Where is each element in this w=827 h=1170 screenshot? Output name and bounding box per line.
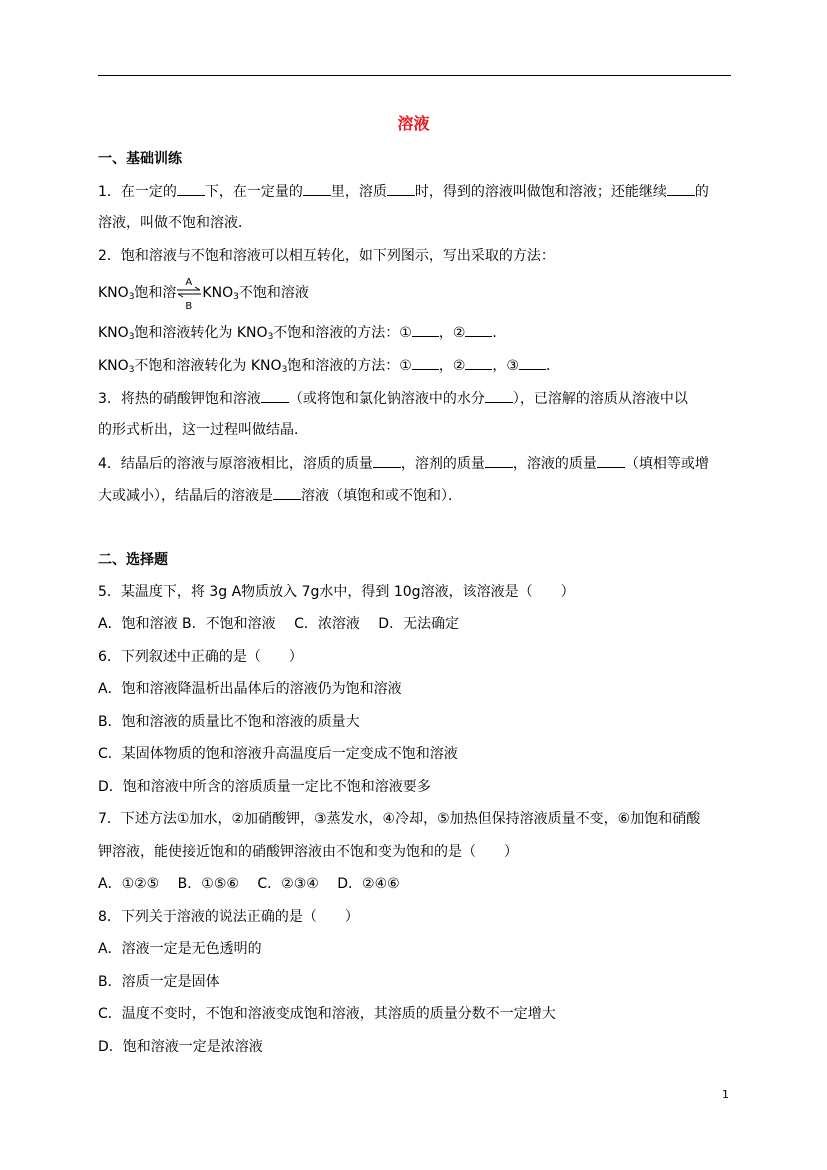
subscript: 3 xyxy=(128,332,135,342)
question-1-line-1 xyxy=(98,181,709,202)
section-heading-choice: 二、选择题 xyxy=(98,552,168,568)
diagram-left-label: 饱和溶 xyxy=(134,285,177,301)
page-title: 溶液 xyxy=(397,114,430,133)
answer-blank xyxy=(519,355,546,370)
question-6-option-b: B．饱和溶液的质量比不饱和溶液的质量大 xyxy=(98,714,360,730)
arrow-label-b: B xyxy=(185,301,193,312)
q3-text: ），已溶解的溶质从溶液中以 xyxy=(512,391,688,407)
answer-blank xyxy=(597,453,625,468)
kno3-formula: KNO xyxy=(250,358,282,374)
answer-blank xyxy=(177,181,205,196)
answer-blank xyxy=(373,453,401,468)
equilibrium-arrows-icon xyxy=(176,277,202,312)
answer-blank xyxy=(465,355,492,370)
question-6-stem: 6．下列叙述中正确的是（ ） xyxy=(98,649,303,665)
question-3-line-1 xyxy=(98,388,688,409)
answer-blank xyxy=(667,181,695,196)
question-3-line-2: 的形式析出，这一过程叫做结晶． xyxy=(98,422,308,438)
q2-text: 不饱和溶液转化为 xyxy=(134,358,247,374)
answer-blank xyxy=(261,388,289,403)
q1-text: 1．在一定的 xyxy=(98,184,177,200)
q4-text: 大或减小），结晶后的溶液是 xyxy=(98,488,273,504)
question-4-line-2 xyxy=(98,485,462,506)
question-6-option-a: A．饱和溶液降温析出晶体后的溶液仍为饱和溶液 xyxy=(98,681,402,697)
question-4-line-1 xyxy=(98,453,709,474)
question-7-options: A．①②⑤ B．①⑤⑥ C．②③④ D．②④⑥ xyxy=(98,876,400,892)
question-5-options: A．饱和溶液 B．不饱和溶液 C．浓溶液 D．无法确定 xyxy=(98,616,460,632)
question-6-option-d: D．饱和溶液中所含的溶质质量一定比不饱和溶液要多 xyxy=(98,779,431,795)
q3-text: 3．将热的硝酸钾饱和溶液 xyxy=(98,391,261,407)
question-5-stem: 5．某温度下，将 3g A物质放入 7g水中，得到 10g溶液，该溶液是（ ） xyxy=(98,584,575,600)
subscript: 3 xyxy=(233,292,239,302)
header-rule xyxy=(98,75,731,76)
kno3-formula: KNO xyxy=(98,285,129,301)
answer-blank xyxy=(273,485,301,500)
q2-text: ． xyxy=(492,325,507,341)
question-7-stem-2: 钾溶液，能使接近饱和的硝酸钾溶液由不饱和变为饱和的是（ ） xyxy=(98,844,518,860)
q3-text: （或将饱和氯化钠溶液中的水分 xyxy=(288,391,485,407)
answer-blank xyxy=(412,322,439,337)
question-8-option-b: B．溶质一定是固体 xyxy=(98,974,220,990)
q2-text: ，② xyxy=(438,358,466,374)
answer-blank xyxy=(485,388,513,403)
q4-text: 4．结晶后的溶液与原溶液相比，溶质的质量 xyxy=(98,456,373,472)
q4-text: （填相等或增 xyxy=(624,456,709,472)
question-8-option-d: D．饱和溶液一定是浓溶液 xyxy=(98,1039,263,1055)
diagram-right-label: 不饱和溶液 xyxy=(238,285,309,301)
q2-text: ，③ xyxy=(492,358,519,374)
section-heading-basic: 一、基础训练 xyxy=(98,151,182,167)
question-2-line-a xyxy=(98,322,506,347)
q4-text: ，溶剂的质量 xyxy=(400,456,485,472)
kno3-formula: KNO xyxy=(202,285,234,301)
subscript: 3 xyxy=(128,365,135,375)
conversion-diagram xyxy=(98,277,309,312)
answer-blank xyxy=(387,181,415,196)
question-2-text: 2．饱和溶液与不饱和溶液可以相互转化，如下列图示，写出采取的方法： xyxy=(98,248,555,264)
question-7-stem-1: 7．下述方法①加水，②加硝酸钾，③蒸发水，④冷却，⑤加热但保持溶液质量不变，⑥加饱和硝酸 xyxy=(98,811,701,827)
q1-text: 下，在一定量的 xyxy=(204,184,303,200)
q4-text: ，溶液的质量 xyxy=(512,456,597,472)
q2-text: ． xyxy=(545,358,560,374)
question-1-line-2: 溶液，叫做不饱和溶液． xyxy=(98,215,252,231)
question-6-option-c: C．某固体物质的饱和溶液升高温度后一定变成不饱和溶液 xyxy=(98,746,458,762)
arrow-label-a: A xyxy=(185,277,193,288)
question-8-option-c: C．温度不变时，不饱和溶液变成饱和溶液，其溶质的质量分数不一定增大 xyxy=(98,1006,556,1022)
answer-blank xyxy=(485,453,513,468)
page-number: 1 xyxy=(722,1088,729,1101)
q2-text: ，② xyxy=(438,325,466,341)
kno3-formula: KNO xyxy=(98,325,129,341)
q4-text: 溶液（填饱和或不饱和）． xyxy=(301,488,462,504)
q2-text: 饱和溶液转化为 xyxy=(134,325,233,341)
kno3-formula: KNO xyxy=(236,325,268,341)
q2-text: 饱和溶液的方法：① xyxy=(287,358,412,374)
subscript: 3 xyxy=(267,332,274,342)
answer-blank xyxy=(303,181,331,196)
q1-text: 的 xyxy=(694,184,709,200)
answer-blank xyxy=(412,355,439,370)
q1-text: 里，溶质 xyxy=(330,184,387,200)
subscript: 3 xyxy=(281,365,288,375)
q1-text: 时，得到的溶液叫做饱和溶液；还能继续 xyxy=(414,184,667,200)
kno3-formula: KNO xyxy=(98,358,129,374)
subscript: 3 xyxy=(128,292,135,302)
q2-text: 不饱和溶液的方法：① xyxy=(273,325,412,341)
question-8-stem: 8．下列关于溶液的说法正确的是（ ） xyxy=(98,909,359,925)
question-8-option-a: A．溶液一定是无色透明的 xyxy=(98,941,262,957)
answer-blank xyxy=(465,322,492,337)
question-2-line-b xyxy=(98,355,560,380)
